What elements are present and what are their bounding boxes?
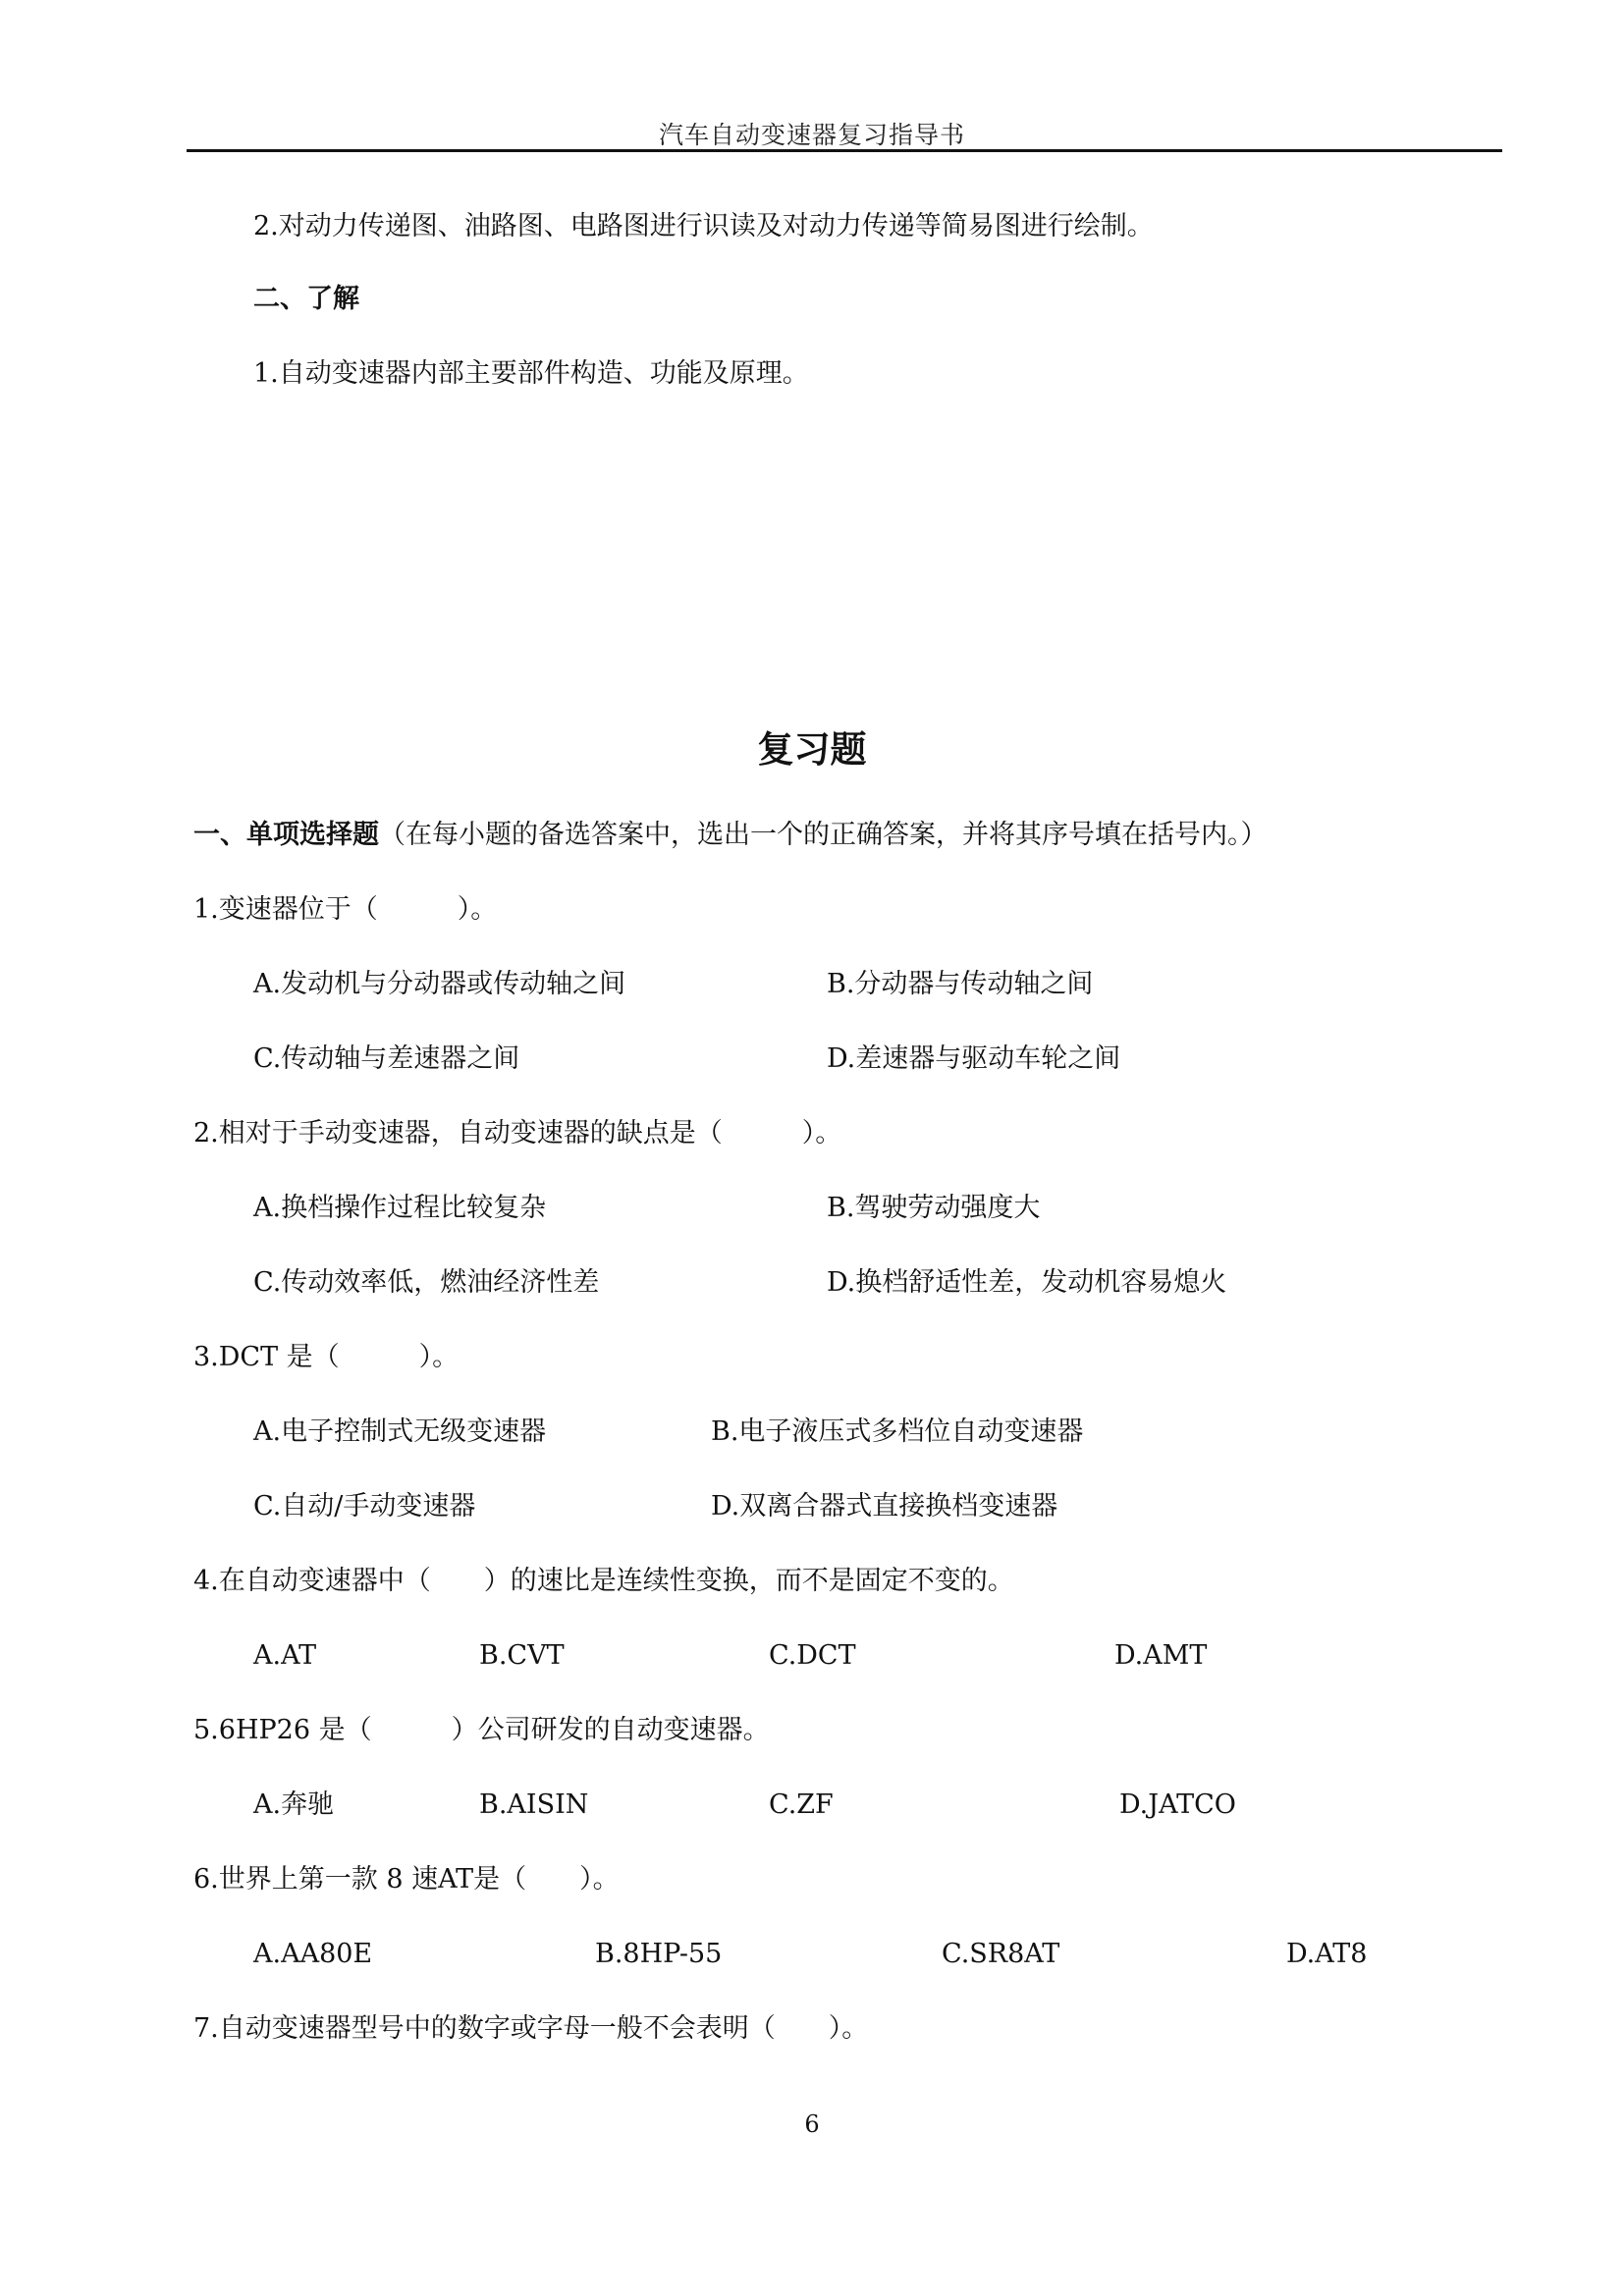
intro-line-1: 2.对动力传递图、油路图、电路图进行识读及对动力传递等简易图进行绘制。	[253, 211, 1154, 241]
question-1-option-a: A.发动机与分动器或传动轴之间	[253, 969, 626, 999]
question-3-option-a: A.电子控制式无级变速器	[253, 1416, 547, 1447]
section1-heading: 一、单项选择题	[193, 820, 379, 850]
review-title: 复习题	[757, 728, 867, 771]
question-3-stem: 3.DCT 是（ ）。	[193, 1342, 460, 1372]
section1-note: （在每小题的备选答案中，选出一个的正确答案，并将其序号填在括号内。）	[379, 820, 1268, 850]
question-4-option-b: B.CVT	[479, 1640, 565, 1671]
question-6-option-a: A.AA80E	[253, 1939, 373, 1969]
question-5-option-c: C.ZF	[769, 1789, 834, 1820]
question-2-option-d: D.换档舒适性差，发动机容易熄火	[827, 1267, 1227, 1298]
question-6-option-d: D.AT8	[1286, 1939, 1368, 1969]
question-2-stem: 2.相对于手动变速器，自动变速器的缺点是（ ）。	[193, 1118, 842, 1148]
running-header-title: 汽车自动变速器复习指导书	[658, 121, 965, 149]
question-3-option-c: C.自动/手动变速器	[253, 1491, 476, 1522]
question-6-option-c: C.SR8AT	[942, 1939, 1060, 1969]
question-2-option-a: A.换档操作过程比较复杂	[253, 1193, 547, 1223]
question-5-option-a: A.奔驰	[253, 1789, 335, 1820]
question-5-option-d: D.JATCO	[1119, 1789, 1236, 1820]
question-1-option-b: B.分动器与传动轴之间	[827, 969, 1094, 999]
question-4-stem: 4.在自动变速器中（ ）的速比是连续性变换，而不是固定不变的。	[193, 1566, 1014, 1596]
question-2-option-b: B.驾驶劳动强度大	[827, 1193, 1041, 1223]
question-6-stem: 6.世界上第一款 8 速AT是（ ）。	[193, 1864, 620, 1895]
question-3-option-b: B.电子液压式多档位自动变速器	[711, 1416, 1084, 1447]
intro-line-2: 1.自动变速器内部主要部件构造、功能及原理。	[253, 358, 809, 389]
question-3-option-d: D.双离合器式直接换档变速器	[711, 1491, 1058, 1522]
question-1-stem: 1.变速器位于（ ）。	[193, 894, 498, 925]
question-6-option-b: B.8HP-55	[595, 1939, 723, 1969]
page-number: 6	[804, 2110, 820, 2138]
heading-understand: 二、了解	[253, 284, 359, 314]
question-1-option-c: C.传动轴与差速器之间	[253, 1043, 520, 1074]
question-4-option-d: D.AMT	[1114, 1640, 1208, 1671]
question-5-option-b: B.AISIN	[479, 1789, 589, 1820]
question-2-option-c: C.传动效率低，燃油经济性差	[253, 1267, 600, 1298]
question-1-option-d: D.差速器与驱动车轮之间	[827, 1043, 1121, 1074]
question-7-stem: 7.自动变速器型号中的数字或字母一般不会表明（ ）。	[193, 2013, 869, 2044]
question-4-option-a: A.AT	[253, 1640, 317, 1671]
question-5-stem: 5.6HP26 是（ ）公司研发的自动变速器。	[193, 1715, 770, 1745]
question-4-option-c: C.DCT	[769, 1640, 856, 1671]
section1-heading-line	[193, 819, 1268, 852]
header-rule	[187, 149, 1502, 152]
